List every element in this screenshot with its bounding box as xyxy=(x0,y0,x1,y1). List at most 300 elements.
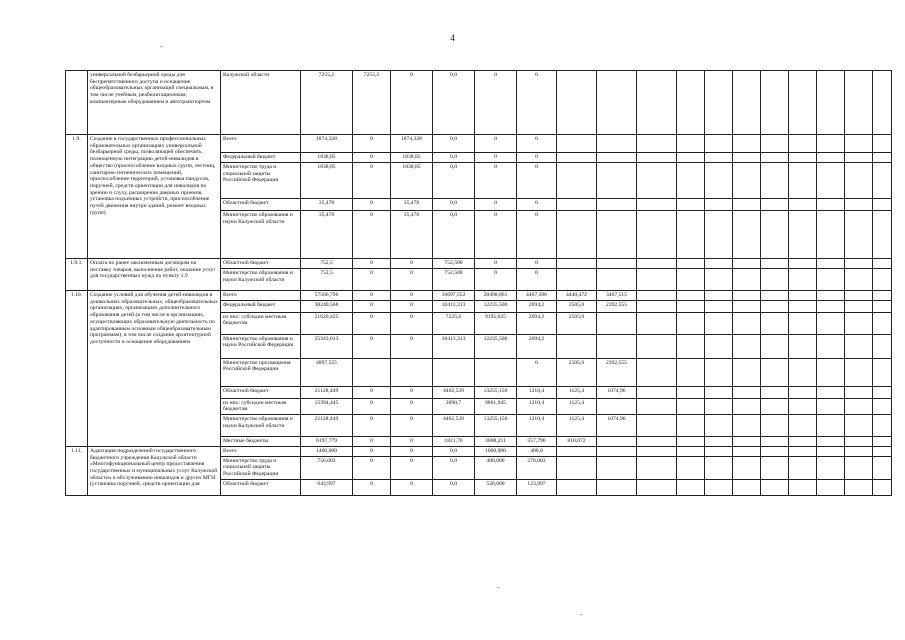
empty-cell xyxy=(705,415,733,437)
empty-cell xyxy=(677,211,705,259)
empty-cell xyxy=(705,291,733,301)
funding-source: Министерство образования и науки Калужской области xyxy=(221,211,301,259)
empty-cell xyxy=(733,211,761,259)
amount-cell xyxy=(637,456,677,479)
empty-cell xyxy=(873,163,892,199)
amount-cell: 2694,2 xyxy=(517,334,557,358)
empty-cell xyxy=(733,312,761,334)
empty-cell xyxy=(761,291,789,301)
empty-cell xyxy=(845,291,873,301)
amount-cell: 0 xyxy=(475,135,517,153)
empty-cell xyxy=(873,358,892,386)
empty-cell xyxy=(733,456,761,479)
amount-cell: 13255,150 xyxy=(475,415,517,437)
empty-cell xyxy=(705,199,733,211)
empty-cell xyxy=(677,312,705,334)
empty-cell xyxy=(733,334,761,358)
amount-cell: 0 xyxy=(517,163,557,199)
scan-mark: - xyxy=(160,42,163,51)
funding-source: Министерство просвещения Российской Федерации xyxy=(221,358,301,386)
amount-cell: 1210,4 xyxy=(517,398,557,414)
empty-cell xyxy=(761,437,789,447)
empty-cell xyxy=(789,437,817,447)
amount-cell xyxy=(475,358,517,386)
empty-cell xyxy=(677,153,705,163)
amount-cell: 3467,515 xyxy=(597,291,637,301)
amount-cell xyxy=(597,446,637,456)
amount-cell xyxy=(597,269,637,291)
amount-cell: 0 xyxy=(475,153,517,163)
empty-cell xyxy=(817,135,845,153)
empty-cell xyxy=(761,71,789,135)
empty-cell xyxy=(873,135,892,153)
amount-cell: 0 xyxy=(475,211,517,259)
item-description: Создание условий для обучения детей-инвалидов в дошкольных образовательных, общеобразовательных организациях, организациях дополнительного образования детей (в том числе в организациях, осуществляющих образовательную деятельность по адаптированным основным общеобразовательным программам), в том числе создание архитектурной доступности и оснащение оборудованием xyxy=(88,291,221,447)
amount-cell: 0 xyxy=(517,135,557,153)
amount-cell: 35,478 xyxy=(301,211,353,259)
amount-cell: 4897,555 xyxy=(301,358,353,386)
table-row xyxy=(66,259,892,269)
empty-cell xyxy=(677,415,705,437)
funding-source: Федеральный бюджет xyxy=(221,153,301,163)
budget-table xyxy=(65,70,892,496)
empty-cell xyxy=(845,386,873,398)
amount-cell: 1074,96 xyxy=(597,386,637,398)
empty-cell xyxy=(761,415,789,437)
funding-source: Всего xyxy=(221,291,301,301)
funding-source: Министерство образования и науки Российской Федерации xyxy=(221,334,301,358)
empty-cell xyxy=(845,269,873,291)
amount-cell: 1874,328 xyxy=(301,135,353,153)
amount-cell: 1874,328 xyxy=(391,135,433,153)
empty-cell xyxy=(733,415,761,437)
amount-cell: 2392,555 xyxy=(597,300,637,312)
empty-cell xyxy=(705,259,733,269)
amount-cell: 1000,000 xyxy=(475,446,517,456)
empty-cell xyxy=(817,153,845,163)
amount-cell xyxy=(637,163,677,199)
empty-cell xyxy=(733,479,761,495)
amount-cell xyxy=(597,312,637,334)
empty-cell xyxy=(873,415,892,437)
amount-cell: 4462,539 xyxy=(433,386,475,398)
empty-cell xyxy=(733,398,761,414)
empty-cell xyxy=(845,358,873,386)
amount-cell: 0 xyxy=(391,415,433,437)
amount-cell xyxy=(637,415,677,437)
funding-source: Министерство образования и науки Калужской области xyxy=(221,415,301,437)
amount-cell: 0 xyxy=(353,259,391,269)
amount-cell: 1400,000 xyxy=(301,446,353,456)
amount-cell: 10413,313 xyxy=(433,334,475,358)
amount-cell: 12235,500 xyxy=(475,300,517,312)
amount-cell: 0 xyxy=(353,334,391,358)
empty-cell xyxy=(705,456,733,479)
amount-cell: 1125,4 xyxy=(557,398,597,414)
amount-cell: 28498,861 xyxy=(475,291,517,301)
empty-cell xyxy=(705,358,733,386)
funding-source: Министерство образования и науки Калужской области xyxy=(221,269,301,291)
empty-cell xyxy=(761,153,789,163)
funding-source: из них: субсидии местным бюджетам xyxy=(221,398,301,414)
empty-cell xyxy=(873,291,892,301)
empty-cell xyxy=(705,398,733,414)
empty-cell xyxy=(705,334,733,358)
empty-cell xyxy=(817,415,845,437)
amount-cell: 0 xyxy=(517,358,557,386)
empty-cell xyxy=(873,300,892,312)
amount-cell xyxy=(557,71,597,135)
amount-cell: 400,0 xyxy=(517,446,557,456)
amount-cell xyxy=(597,153,637,163)
empty-cell xyxy=(789,135,817,153)
empty-cell xyxy=(817,269,845,291)
empty-cell xyxy=(817,334,845,358)
page-number: 4 xyxy=(450,33,455,43)
amount-cell: 0,0 xyxy=(433,199,475,211)
amount-cell xyxy=(597,71,637,135)
empty-cell xyxy=(677,358,705,386)
empty-cell xyxy=(789,199,817,211)
amount-cell: 0 xyxy=(353,163,391,199)
item-description: Оплата по ранее заключенным договорам на поставку товаров, выполнение работ, оказание услуг для государственных нужд по пункту 1.9 xyxy=(88,259,221,291)
empty-cell xyxy=(761,135,789,153)
amount-cell xyxy=(597,211,637,259)
amount-cell: 0 xyxy=(391,300,433,312)
amount-cell: 1838,85 xyxy=(301,153,353,163)
empty-cell xyxy=(705,446,733,456)
table-row xyxy=(66,71,892,135)
empty-cell xyxy=(733,71,761,135)
amount-cell: 1838,85 xyxy=(391,153,433,163)
empty-cell xyxy=(817,300,845,312)
amount-cell xyxy=(557,135,597,153)
empty-cell xyxy=(845,163,873,199)
amount-cell xyxy=(597,479,637,495)
amount-cell: 21128,449 xyxy=(301,415,353,437)
amount-cell: 1210,4 xyxy=(517,415,557,437)
amount-cell: 0 xyxy=(475,269,517,291)
empty-cell xyxy=(761,358,789,386)
empty-cell xyxy=(761,211,789,259)
amount-cell: 0,0 xyxy=(433,446,475,456)
amount-cell xyxy=(637,437,677,447)
amount-cell: 752,5 xyxy=(301,259,353,269)
empty-cell xyxy=(845,398,873,414)
amount-cell: 752,500 xyxy=(433,269,475,291)
item-number: 1.9.1. xyxy=(66,259,88,291)
empty-cell xyxy=(677,334,705,358)
amount-cell: 0,0 xyxy=(433,479,475,495)
amount-cell xyxy=(637,398,677,414)
empty-cell xyxy=(733,386,761,398)
amount-cell xyxy=(597,437,637,447)
amount-cell xyxy=(637,259,677,269)
amount-cell xyxy=(597,334,637,358)
empty-cell xyxy=(705,71,733,135)
empty-cell xyxy=(817,312,845,334)
amount-cell xyxy=(597,259,637,269)
amount-cell: 0 xyxy=(391,334,433,358)
empty-cell xyxy=(789,269,817,291)
amount-cell: 0 xyxy=(475,199,517,211)
empty-cell xyxy=(789,446,817,456)
empty-cell xyxy=(789,386,817,398)
empty-cell xyxy=(873,334,892,358)
empty-cell xyxy=(845,259,873,269)
empty-cell xyxy=(733,269,761,291)
empty-cell xyxy=(817,291,845,301)
item-description: Адаптация подразделений государственного бюджетного учреждения Калужской области «Многофункциональный центр предоставления государственных и муниципальных услуг Калужской области» к обслуживанию инвалидов и других МГН (установка поручней, средств ориентации для xyxy=(88,446,221,495)
empty-cell xyxy=(789,163,817,199)
amount-cell: 35,478 xyxy=(391,211,433,259)
item-number: 1.10. xyxy=(66,291,88,447)
amount-cell: 0 xyxy=(517,211,557,259)
amount-cell: 0 xyxy=(391,386,433,398)
amount-cell: 0 xyxy=(517,199,557,211)
amount-cell: 0 xyxy=(391,269,433,291)
amount-cell: 1074,96 xyxy=(597,415,637,437)
amount-cell: 0 xyxy=(353,386,391,398)
amount-cell: 2694,2 xyxy=(517,312,557,334)
amount-cell: 0 xyxy=(517,259,557,269)
empty-cell xyxy=(677,386,705,398)
amount-cell: 4440,472 xyxy=(557,291,597,301)
empty-cell xyxy=(733,358,761,386)
empty-cell xyxy=(761,334,789,358)
item-number xyxy=(66,71,88,135)
amount-cell: 0,0 xyxy=(433,456,475,479)
empty-cell xyxy=(817,199,845,211)
amount-cell xyxy=(557,259,597,269)
empty-cell xyxy=(677,300,705,312)
amount-cell: 756,003 xyxy=(301,456,353,479)
amount-cell: 3090,7 xyxy=(433,398,475,414)
empty-cell xyxy=(845,153,873,163)
amount-cell: 0 xyxy=(353,300,391,312)
empty-cell xyxy=(705,153,733,163)
empty-cell xyxy=(761,269,789,291)
amount-cell: 643,997 xyxy=(301,479,353,495)
amount-cell xyxy=(637,269,677,291)
amount-cell: 7255,2 xyxy=(301,71,353,135)
empty-cell xyxy=(873,71,892,135)
amount-cell: 13255,150 xyxy=(475,386,517,398)
amount-cell: 0 xyxy=(353,312,391,334)
amount-cell: 752,5 xyxy=(301,269,353,291)
amount-cell: 480,000 xyxy=(475,456,517,479)
empty-cell xyxy=(873,386,892,398)
amount-cell: 0 xyxy=(391,479,433,495)
amount-cell: 0 xyxy=(391,312,433,334)
amount-cell xyxy=(637,446,677,456)
amount-cell: 1125,4 xyxy=(557,386,597,398)
empty-cell xyxy=(845,456,873,479)
empty-cell xyxy=(845,199,873,211)
amount-cell: 3008,211 xyxy=(475,437,517,447)
amount-cell: 0 xyxy=(517,153,557,163)
funding-source: Областной бюджет xyxy=(221,386,301,398)
amount-cell: 35,478 xyxy=(391,199,433,211)
amount-cell: 2392,555 xyxy=(597,358,637,386)
funding-source: Всего xyxy=(221,446,301,456)
amount-cell xyxy=(557,456,597,479)
empty-cell xyxy=(677,437,705,447)
empty-cell xyxy=(761,259,789,269)
empty-cell xyxy=(873,153,892,163)
amount-cell: 0 xyxy=(353,199,391,211)
empty-cell xyxy=(789,291,817,301)
empty-cell xyxy=(705,312,733,334)
empty-cell xyxy=(677,479,705,495)
amount-cell xyxy=(597,398,637,414)
empty-cell xyxy=(845,334,873,358)
amount-cell: 7225,6 xyxy=(433,312,475,334)
amount-cell xyxy=(637,312,677,334)
amount-cell xyxy=(637,199,677,211)
amount-cell: 1210,4 xyxy=(517,386,557,398)
empty-cell xyxy=(733,199,761,211)
funding-source: Калужской области xyxy=(221,71,301,135)
item-number: 1.9. xyxy=(66,135,88,259)
amount-cell xyxy=(557,334,597,358)
empty-cell xyxy=(733,300,761,312)
amount-cell xyxy=(637,386,677,398)
empty-cell xyxy=(733,446,761,456)
empty-cell xyxy=(873,312,892,334)
empty-cell xyxy=(677,199,705,211)
amount-cell: 0 xyxy=(517,269,557,291)
amount-cell: 0 xyxy=(353,446,391,456)
amount-cell: 2505,0 xyxy=(557,312,597,334)
amount-cell xyxy=(557,479,597,495)
empty-cell xyxy=(761,300,789,312)
empty-cell xyxy=(789,211,817,259)
amount-cell: 0 xyxy=(353,437,391,447)
empty-cell xyxy=(705,437,733,447)
empty-cell xyxy=(761,386,789,398)
item-description: Создание в государственных профессиональных образовательных организациях универсальной безбарьерной среды, позволяющей обеспечить полноценную интеграцию детей-инвалидов в общество (приспособление входных групп, лестниц, санитарно-гигиенических помещений, приспособление территорий, установка пандусов, поручней, средств ориентации для инвалидов по зрению и слуху, расширение дверных проемов, установка подъемных устройств, приспособление путей движения внутри зданий, ремонт входных групп) xyxy=(88,135,221,259)
empty-cell xyxy=(677,398,705,414)
amount-cell xyxy=(557,163,597,199)
empty-cell xyxy=(873,456,892,479)
empty-cell xyxy=(705,163,733,199)
amount-cell: 0,0 xyxy=(433,153,475,163)
funding-source: Областной бюджет xyxy=(221,259,301,269)
empty-cell xyxy=(789,312,817,334)
table-row xyxy=(66,291,892,301)
empty-cell xyxy=(677,269,705,291)
empty-cell xyxy=(873,437,892,447)
empty-cell xyxy=(873,446,892,456)
empty-cell xyxy=(845,135,873,153)
amount-cell: 0 xyxy=(353,269,391,291)
amount-cell: 1821,70 xyxy=(433,437,475,447)
amount-cell: 0 xyxy=(353,415,391,437)
amount-cell: 0 xyxy=(353,291,391,301)
amount-cell: 30240,568 xyxy=(301,300,353,312)
amount-cell: 123,997 xyxy=(517,479,557,495)
empty-cell xyxy=(873,211,892,259)
empty-cell xyxy=(873,259,892,269)
amount-cell: 0 xyxy=(353,456,391,479)
empty-cell xyxy=(761,312,789,334)
amount-cell: 810,072 xyxy=(557,437,597,447)
empty-cell xyxy=(789,334,817,358)
funding-source: Всего xyxy=(221,135,301,153)
amount-cell: 0 xyxy=(391,71,433,135)
empty-cell xyxy=(789,415,817,437)
table-row xyxy=(66,135,892,153)
amount-cell: 0 xyxy=(391,437,433,447)
amount-cell xyxy=(557,269,597,291)
empty-cell xyxy=(845,300,873,312)
amount-cell: 9861,945 xyxy=(475,398,517,414)
empty-cell xyxy=(845,312,873,334)
table-body xyxy=(66,71,892,496)
amount-cell: 276,003 xyxy=(517,456,557,479)
empty-cell xyxy=(873,479,892,495)
amount-cell: 35,478 xyxy=(301,199,353,211)
empty-cell xyxy=(845,437,873,447)
amount-cell: 752,500 xyxy=(433,259,475,269)
amount-cell: 16697,552 xyxy=(433,291,475,301)
empty-cell xyxy=(817,456,845,479)
empty-cell xyxy=(789,479,817,495)
empty-cell xyxy=(705,300,733,312)
empty-cell xyxy=(733,437,761,447)
empty-cell xyxy=(789,456,817,479)
amount-cell: 2505,0 xyxy=(557,358,597,386)
amount-cell xyxy=(597,199,637,211)
empty-cell xyxy=(733,259,761,269)
amount-cell: 0 xyxy=(391,446,433,456)
amount-cell: 12235,500 xyxy=(475,334,517,358)
amount-cell: 0 xyxy=(391,456,433,479)
amount-cell: 0 xyxy=(391,291,433,301)
empty-cell xyxy=(873,199,892,211)
empty-cell xyxy=(845,71,873,135)
amount-cell: 0,0 xyxy=(433,135,475,153)
amount-cell: 6197,779 xyxy=(301,437,353,447)
amount-cell: 520,000 xyxy=(475,479,517,495)
amount-cell: 1838,85 xyxy=(391,163,433,199)
amount-cell xyxy=(597,135,637,153)
empty-cell xyxy=(817,259,845,269)
amount-cell: 0,0 xyxy=(433,71,475,135)
scan-mark: - xyxy=(497,583,500,592)
empty-cell xyxy=(789,259,817,269)
empty-cell xyxy=(845,211,873,259)
empty-cell xyxy=(733,153,761,163)
scan-mark: - xyxy=(580,610,583,619)
amount-cell: 0 xyxy=(391,259,433,269)
amount-cell xyxy=(637,153,677,163)
amount-cell xyxy=(637,71,677,135)
amount-cell: 0 xyxy=(353,398,391,414)
empty-cell xyxy=(733,135,761,153)
amount-cell xyxy=(637,135,677,153)
amount-cell xyxy=(557,211,597,259)
empty-cell xyxy=(677,135,705,153)
amount-cell: 25343,013 xyxy=(301,334,353,358)
funding-source: Областной бюджет xyxy=(221,199,301,211)
amount-cell xyxy=(557,446,597,456)
amount-cell: 0 xyxy=(517,71,557,135)
empty-cell xyxy=(761,456,789,479)
amount-cell: 15394,445 xyxy=(301,398,353,414)
empty-cell xyxy=(677,291,705,301)
